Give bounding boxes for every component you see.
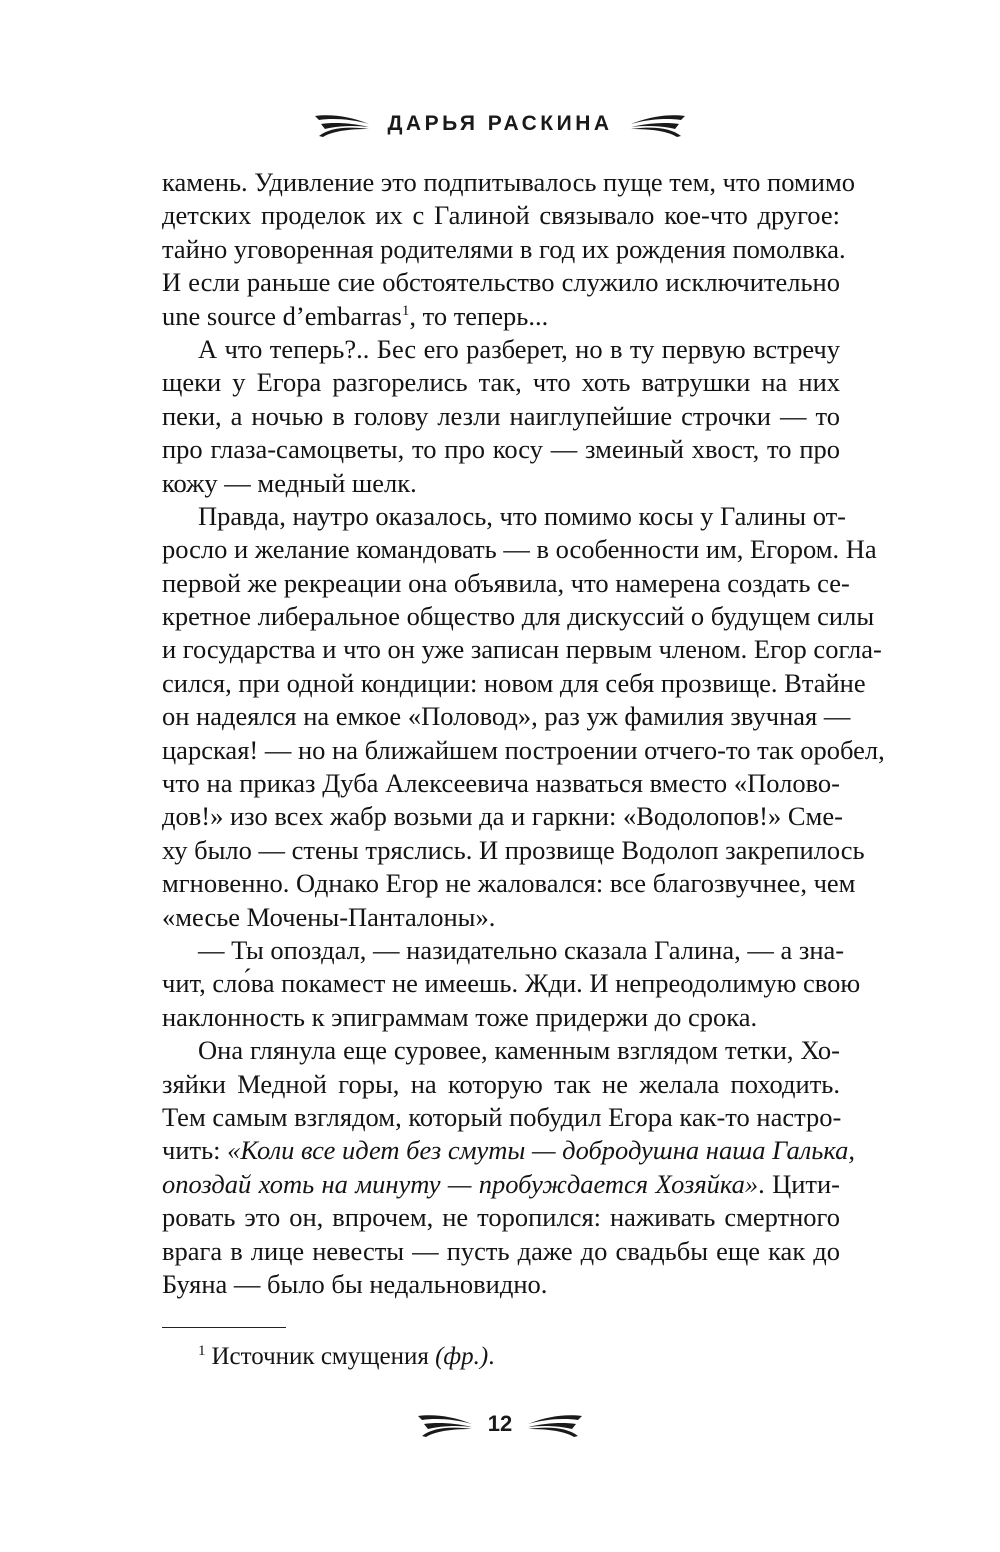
- text-line: «месье Мочены-Панталоны».: [162, 901, 496, 932]
- text-line: про глаза-самоцветы, то про косу — змеиный хвост, то про: [162, 434, 840, 465]
- foreign-phrase: une source d’embarras: [162, 300, 402, 331]
- footnote: $^1$ Источник смущения (фр.).: [198, 1343, 495, 1370]
- text-line: опоздай хоть на минуту — пробуждается Хозяйка». Цити-: [162, 1168, 841, 1199]
- text-line: щеки у Егора разгорелись так, что хоть ватрушки на них: [162, 367, 840, 398]
- text-line: сился, при одной кондиции: новом для себя прозвище. Втайне: [162, 667, 866, 698]
- text-line: детских проделок их с Галиной связывало кое-что другое:: [162, 200, 840, 231]
- footnote-number: 1: [198, 1343, 206, 1359]
- text-line: кожу — медный шелк.: [162, 467, 417, 498]
- swash-ornament-right-icon: [629, 110, 687, 138]
- text-line: росло и желание командовать — в особенности им, Егором. На: [162, 534, 877, 565]
- text-line: чить: «Коли все идет без смуты — добродушна наша Галька,: [162, 1135, 855, 1166]
- page-number: 12: [487, 1411, 513, 1436]
- text-line: Она глянула еще суровее, каменным взглядом тетки, Хо-: [198, 1035, 840, 1066]
- page-footer: [0, 1404, 1000, 1444]
- epigram-quote: «Коли все идет без смуты — добродушна наша Галька,: [227, 1135, 855, 1166]
- swash-ornament-left-icon: [416, 1410, 474, 1438]
- text-line: что на приказ Дуба Алексеевича назваться вместо «Полово-: [162, 768, 840, 799]
- text-line: ху было — стены тряслись. И прозвище Водолоп закрепилось: [162, 834, 865, 865]
- text-line: дов!» изо всех жабр возьми да и гаркни: «Водолопов!» Сме-: [162, 801, 843, 832]
- text-line: ровать это он, впрочем, не торопился: наживать смертного: [162, 1202, 840, 1233]
- text-line: врага в лице невесты — пусть даже до свадьбы еще как до: [162, 1235, 840, 1266]
- body-text: [162, 166, 885, 1301]
- text-line: Тем самым взглядом, который побудил Егора как-то настро-: [162, 1101, 842, 1132]
- text-line: камень. Удивление это подпитывалось пуще тем, что помимо: [162, 167, 855, 197]
- author-name: ДАРЬЯ РАСКИНА: [387, 112, 613, 135]
- footnote-divider: [162, 1327, 286, 1328]
- epigram-quote: опоздай хоть на минуту — пробуждается Хозяйка»: [162, 1168, 759, 1199]
- text-line: А что теперь?.. Бес его разберет, но в ту первую встречу: [198, 333, 840, 364]
- text-line: тайно уговоренная родителями в год их рождения помолвка.: [162, 233, 846, 264]
- text-line: первой же рекреации она объявила, что намерена создать се-: [162, 567, 850, 598]
- text-line: Буяна — было бы недальновидно.: [162, 1268, 548, 1299]
- text-line: une source d’embarras$^1$, то теперь...: [162, 300, 549, 331]
- text-line: чит, сло́ва покамест не имеешь. Жди. И непреодолимую свою: [162, 968, 861, 999]
- footnote-marker: 1: [401, 302, 410, 319]
- text-line: Правда, наутро оказалось, что помимо косы у Галины от-: [198, 500, 846, 531]
- text-line: царская! — но на ближайшем построении отчего-то так оробел,: [162, 734, 885, 765]
- running-header: [0, 104, 1000, 144]
- swash-ornament-right-icon: [526, 1410, 584, 1438]
- text-line: мгновенно. Однако Егор не жаловался: все благозвучнее, чем: [162, 868, 856, 899]
- text-line: И если раньше сие обстоятельство служило исключительно: [162, 267, 840, 298]
- text-line: наклонность к эпиграммам тоже придержи до срока.: [162, 1001, 758, 1032]
- text-line: зяйки Медной горы, на которую так не желала походить.: [162, 1068, 840, 1099]
- text-line: — Ты опоздал, — назидательно сказала Галина, — а зна-: [198, 934, 845, 965]
- footnote-lang: (фр.): [435, 1343, 489, 1370]
- text-line: и государства и что он уже записан первым членом. Егор согла-: [162, 634, 882, 665]
- text-line: он надеялся на емкое «Половод», раз уж фамилия звучная —: [162, 701, 851, 732]
- swash-ornament-left-icon: [313, 110, 371, 138]
- text-line: пеки, а ночью в голову лезли наиглупейшие строчки — то: [162, 400, 840, 431]
- text-line: кретное либеральное общество для дискуссий о будущем силы: [162, 601, 875, 632]
